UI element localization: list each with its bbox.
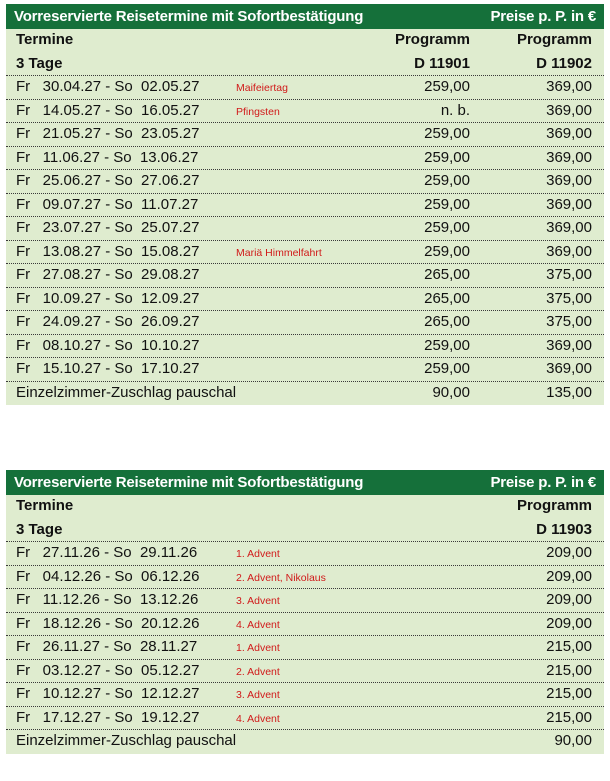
- price-programm-2: 369,00: [546, 219, 592, 236]
- table-row: [6, 264, 604, 288]
- price-programm-2: 369,00: [546, 78, 592, 95]
- date-range: Fr 23.07.27 - So 25.07.27: [16, 219, 200, 236]
- price-programm-1: 265,00: [424, 289, 470, 307]
- holiday-note: Maifeiertag: [236, 82, 288, 94]
- table-row: [6, 660, 604, 684]
- single-supplement-label: Einzelzimmer-Zuschlag pauschal: [16, 732, 237, 749]
- price: 209,00: [546, 591, 592, 608]
- duration: 3 Tage: [16, 520, 63, 538]
- col-programm-2: Programm: [516, 31, 592, 48]
- price-programm-1: 259,00: [424, 242, 470, 260]
- date-range: Fr 30.04.27 - So 02.05.27: [16, 78, 200, 95]
- price-programm-1: 259,00: [424, 336, 470, 354]
- col-programm-1: Programm: [394, 31, 470, 48]
- advent-note: 4. Advent: [236, 618, 280, 631]
- table-row: [6, 123, 604, 147]
- price-table-1: [6, 4, 604, 405]
- table-row: [6, 358, 604, 382]
- date-range: Fr 18.12.26 - So 20.12.26: [16, 614, 200, 632]
- price: 215,00: [546, 661, 592, 679]
- advent-note: 4. Advent: [236, 712, 280, 725]
- single-supplement-row: [6, 730, 604, 754]
- program-code-1: D 11901: [414, 54, 470, 72]
- col-termine: Termine: [16, 497, 74, 514]
- date-range: Fr 25.06.27 - So 27.06.27: [16, 172, 200, 189]
- price-programm-2: 369,00: [546, 172, 592, 189]
- price-programm-1: 259,00: [424, 219, 470, 236]
- price-note: Preise p. P. in €: [490, 8, 596, 25]
- date-range: Fr 03.12.27 - So 05.12.27: [16, 661, 200, 679]
- date-range: Fr 15.10.27 - So 17.10.27: [16, 360, 200, 377]
- price-programm-2: 375,00: [546, 266, 592, 283]
- price-programm-1: n. b.: [440, 101, 470, 119]
- price-programm-2: 369,00: [546, 242, 592, 260]
- date-range: Fr 08.10.27 - So 10.10.27: [16, 336, 200, 354]
- table-row: [6, 613, 604, 637]
- table-row: [6, 241, 604, 265]
- column-header-row: [6, 495, 604, 519]
- table-row: [6, 170, 604, 194]
- table-row: [6, 566, 604, 590]
- price-programm-1: 259,00: [424, 78, 470, 95]
- code-row: [6, 53, 604, 77]
- table-row: [6, 589, 604, 613]
- date-range: Fr 10.09.27 - So 12.09.27: [16, 289, 200, 307]
- table-title: Vorreservierte Reisetermine mit Sofortbestätigung: [14, 8, 364, 25]
- table-row: [6, 217, 604, 241]
- date-range: Fr 14.05.27 - So 16.05.27: [16, 101, 200, 119]
- single-supplement-price-2: 135,00: [546, 383, 592, 401]
- price-programm-1: 259,00: [424, 360, 470, 377]
- table-row: [6, 335, 604, 359]
- date-range: Fr 10.12.27 - So 12.12.27: [16, 685, 200, 702]
- single-supplement-price-1: 90,00: [432, 383, 470, 401]
- advent-note: 2. Advent, Nikolaus: [236, 571, 326, 584]
- advent-note: 3. Advent: [236, 689, 280, 701]
- single-supplement-price: 90,00: [554, 732, 592, 749]
- single-supplement-row: [6, 382, 604, 406]
- date-range: Fr 26.11.27 - So 28.11.27: [16, 638, 198, 655]
- date-range: Fr 11.12.26 - So 13.12.26: [16, 591, 199, 608]
- price-programm-2: 375,00: [546, 289, 592, 307]
- price-programm-1: 259,00: [424, 125, 470, 142]
- holiday-note: Pfingsten: [236, 105, 280, 118]
- table-header: [6, 4, 604, 29]
- date-range: Fr 24.09.27 - So 26.09.27: [16, 313, 200, 330]
- price-programm-1: 259,00: [424, 195, 470, 213]
- col-termine: Termine: [16, 31, 74, 48]
- code-row: [6, 519, 604, 543]
- table-row: [6, 147, 604, 171]
- date-range: Fr 21.05.27 - So 23.05.27: [16, 125, 200, 142]
- price-programm-2: 369,00: [546, 360, 592, 377]
- table-header: [6, 470, 604, 495]
- table-row: [6, 194, 604, 218]
- table-row: [6, 636, 604, 660]
- table-row: [6, 288, 604, 312]
- col-programm: Programm: [516, 497, 592, 514]
- table-row: [6, 683, 604, 707]
- price-programm-2: 369,00: [546, 336, 592, 354]
- price: 215,00: [546, 638, 592, 655]
- price: 215,00: [546, 685, 592, 702]
- table-row: [6, 542, 604, 566]
- price-programm-2: 369,00: [546, 101, 592, 119]
- column-header-row: [6, 29, 604, 53]
- price-note: Preise p. P. in €: [490, 474, 596, 491]
- date-range: Fr 27.08.27 - So 29.08.27: [16, 266, 200, 283]
- program-code-2: D 11902: [536, 54, 592, 72]
- price: 209,00: [546, 544, 592, 561]
- price: 209,00: [546, 614, 592, 632]
- date-range: Fr 04.12.26 - So 06.12.26: [16, 567, 200, 585]
- price-programm-2: 375,00: [546, 313, 592, 330]
- price: 209,00: [546, 567, 592, 585]
- program-code: D 11903: [536, 520, 592, 538]
- price-programm-2: 369,00: [546, 148, 592, 166]
- advent-note: 3. Advent: [236, 595, 280, 607]
- price-programm-1: 259,00: [424, 172, 470, 189]
- price-programm-2: 369,00: [546, 125, 592, 142]
- table-row: [6, 100, 604, 124]
- date-range: Fr 13.08.27 - So 15.08.27: [16, 242, 200, 260]
- single-supplement-label: Einzelzimmer-Zuschlag pauschal: [16, 383, 237, 401]
- advent-note: 1. Advent: [236, 548, 280, 560]
- date-range: Fr 09.07.27 - So 11.07.27: [16, 195, 199, 213]
- price: 215,00: [546, 708, 592, 726]
- price-programm-1: 265,00: [424, 266, 470, 283]
- date-range: Fr 27.11.26 - So 29.11.26: [16, 544, 198, 561]
- table-row: [6, 311, 604, 335]
- price-programm-1: 259,00: [424, 148, 470, 166]
- price-table-2: [6, 470, 604, 754]
- date-range: Fr 17.12.27 - So 19.12.27: [16, 708, 200, 726]
- advent-note: 2. Advent: [236, 665, 280, 678]
- date-range: Fr 11.06.27 - So 13.06.27: [16, 148, 199, 166]
- holiday-note: Mariä Himmelfahrt: [236, 246, 322, 259]
- price-programm-2: 369,00: [546, 195, 592, 213]
- table-row: [6, 707, 604, 731]
- advent-note: 1. Advent: [236, 642, 280, 654]
- duration: 3 Tage: [16, 54, 63, 72]
- table-title: Vorreservierte Reisetermine mit Sofortbestätigung: [14, 474, 364, 491]
- price-programm-1: 265,00: [424, 313, 470, 330]
- table-row: [6, 76, 604, 100]
